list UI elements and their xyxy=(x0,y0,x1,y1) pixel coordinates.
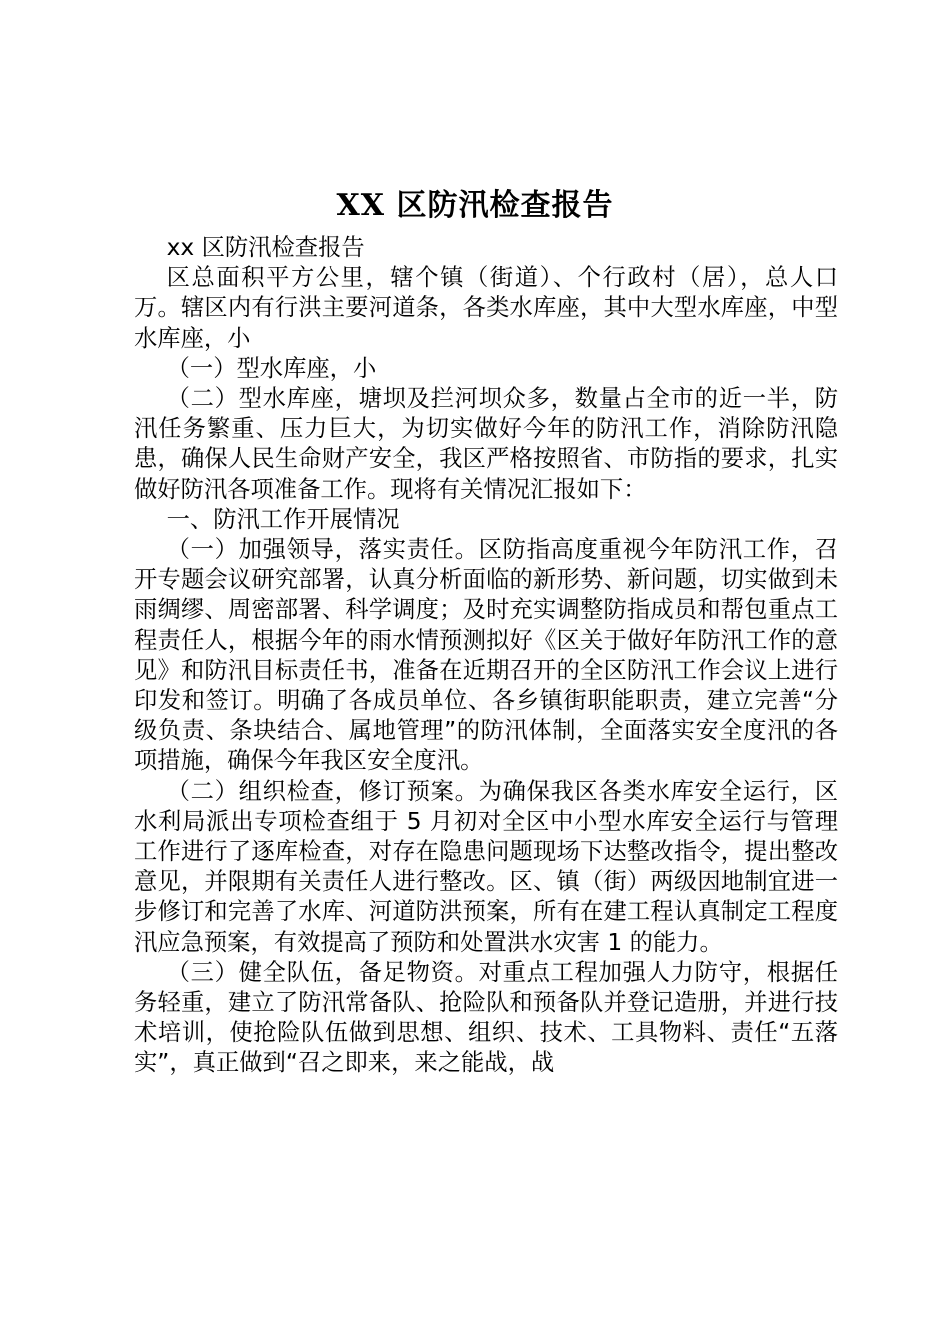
document-title: XX 区防汛检查报告 xyxy=(336,188,614,223)
intro-paragraph-continued: （一）型水库座，小 xyxy=(166,354,377,382)
inspection-paragraph: （二）组织检查，修订预案。为确保我区各类水库安全运行，区水利局派出专项检查组于 5 月初对全区中小型水库安全运行与管理工作进行了逐库检查，对存在隐患问题现场下达整改指令，提出整改意见，并限期有关责任人进行整改。区、镇（街）两级因地制宜进一步修订和完善了水库、河道防洪预案，所有在建工程认真制定工程度汛应急预案，有效提高了预防和处置洪水灾害 1 的能力。 xyxy=(134,777,838,956)
document-body xyxy=(134,233,838,1079)
overview-paragraph: （二）型水库座，塘坝及拦河坝众多，数量占全市的近一半，防汛任务繁重、压力巨大，为切实做好今年的防汛工作，消除防汛隐患，确保人民生命财产安全，我区严格按照省、市防指的要求，扎实做好防汛各项准备工作。现将有关情况汇报如下： xyxy=(134,385,838,503)
section-heading: 一、防汛工作开展情况 xyxy=(166,505,400,533)
leadership-paragraph: （一）加强领导，落实责任。区防指高度重视今年防汛工作，召开专题会议研究部署，认真分析面临的新形势、新问题，切实做到未雨绸缪、周密部署、科学调度；及时充实调整防指成员和帮包重点工程责任人，根据今年的雨水情预测拟好《区关于做好年防汛工作的意见》和防汛目标责任书，准备在近期召开的全区防汛工作会议上进行印发和签订。明确了各成员单位、各乡镇街职能职责，建立完善“分级负责、条块结合、属地管理”的防汛体制，全面落实安全度汛的各项措施，确保今年我区安全度汛。 xyxy=(134,536,838,775)
subtitle-paragraph: xx 区防汛检查报告 xyxy=(166,234,365,261)
team-paragraph: （三）健全队伍，备足物资。对重点工程加强人力防守，根据任务轻重，建立了防汛常备队、抢险队和预备队并登记造册，并进行技术培训，使抢险队伍做到思想、组织、技术、工具物料、责任“五落实”，真正做到“召之即来，来之能战，战 xyxy=(134,958,838,1077)
intro-paragraph: 区总面积平方公里，辖个镇（街道）、个行政村（居），总人口万。辖区内有行洪主要河道条，各类水库座，其中大型水库座，中型水库座，小 xyxy=(134,264,838,352)
